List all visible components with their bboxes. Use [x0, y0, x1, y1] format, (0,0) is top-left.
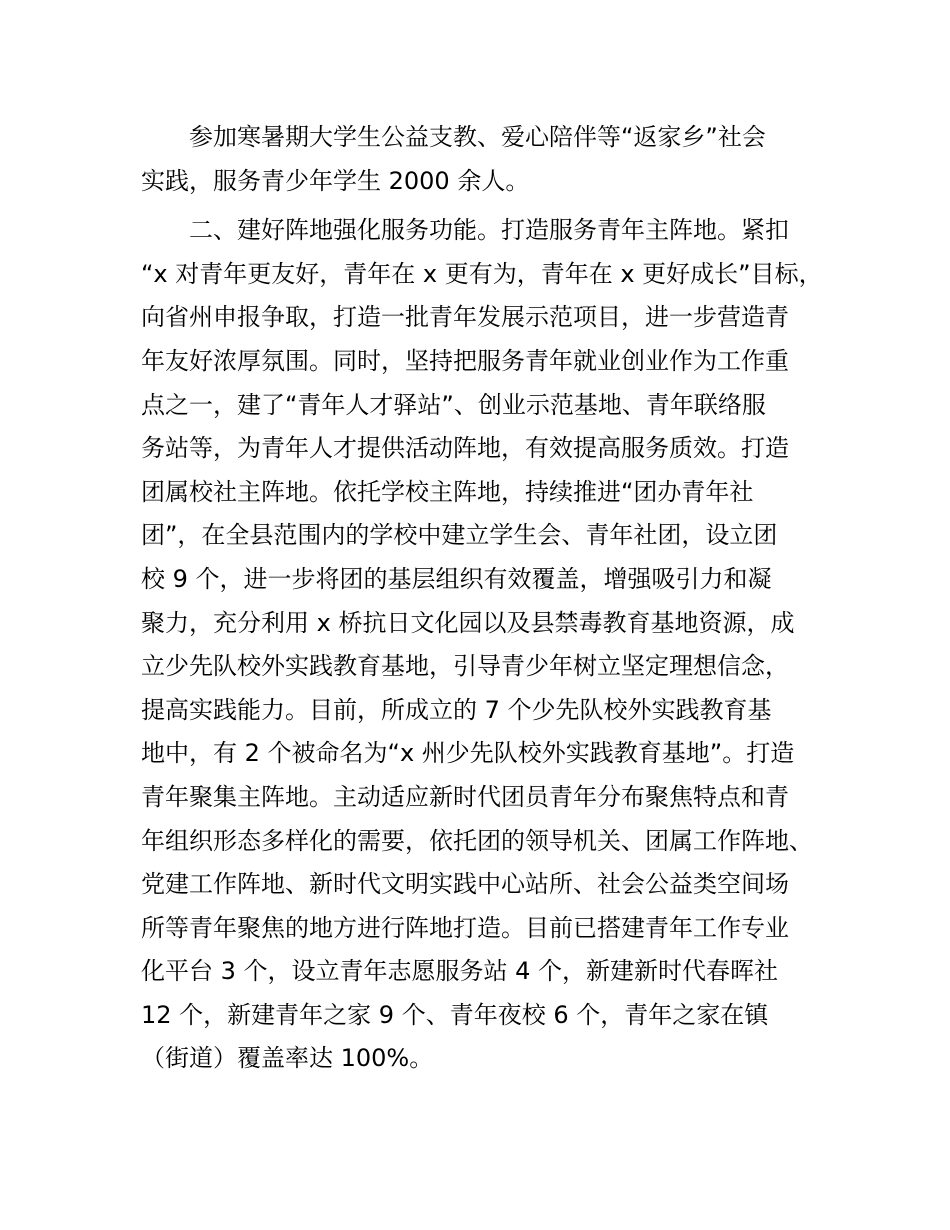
- text-line: 12 个，新建青年之家 9 个、青年夜校 6 个，青年之家在镇: [141, 1000, 769, 1029]
- text-line: 团”，在全县范围内的学校中建立学生会、青年社团，设立团: [141, 521, 778, 550]
- text-line: 二、建好阵地强化服务功能。打造服务青年主阵地。紧扣: [189, 216, 789, 245]
- text-line: 所等青年聚焦的地方进行阵地打造。目前已搭建青年工作专业: [141, 913, 789, 942]
- text-line: 年组织形态多样化的需要，依托团的领导机关、团属工作阵地、: [141, 826, 813, 855]
- text-line: 实践，服务青少年学生 2000 余人。: [141, 166, 530, 195]
- text-line: 务站等，为青年人才提供活动阵地，有效提高服务质效。打造: [141, 434, 789, 463]
- text-line: （街道）覆盖率达 100%。: [141, 1044, 434, 1073]
- text-line: 聚力，充分利用 x 桥抗日文化园以及县禁毒教育基地资源，成: [141, 608, 795, 637]
- document-body: [141, 116, 841, 1081]
- text-line: 提高实践能力。目前，所成立的 7 个少先队校外实践教育基: [141, 695, 772, 724]
- text-line: 年友好浓厚氛围。同时，坚持把服务青年就业创业作为工作重: [141, 346, 789, 375]
- text-line: 化平台 3 个，设立青年志愿服务站 4 个，新建新时代春晖社: [141, 957, 779, 986]
- text-line: 参加寒暑期大学生公益支教、爱心陪伴等“返家乡”社会: [189, 123, 766, 151]
- text-line: 党建工作阵地、新时代文明实践中心站所、社会公益类空间场: [141, 870, 789, 899]
- text-line: 立少先队校外实践教育基地，引导青少年树立坚定理想信念，: [141, 652, 789, 681]
- text-line: 青年聚集主阵地。主动适应新时代团员青年分布聚焦特点和青: [141, 782, 789, 811]
- text-line: 向省州申报争取，打造一批青年发展示范项目，进一步营造青: [141, 303, 789, 332]
- text-line: “x 对青年更友好，青年在 x 更有为，青年在 x 更好成长”目标，: [141, 259, 823, 288]
- text-line: 地中，有 2 个被命名为“x 州少先队校外实践教育基地”。打造: [141, 739, 795, 768]
- text-line: 校 9 个，进一步将团的基层组织有效覆盖，增强吸引力和凝: [141, 564, 772, 593]
- text-line: 团属校社主阵地。依托学校主阵地，持续推进“团办青年社: [141, 477, 754, 506]
- text-line: 点之一，建了“青年人才驿站”、创业示范基地、青年联络服: [141, 390, 766, 419]
